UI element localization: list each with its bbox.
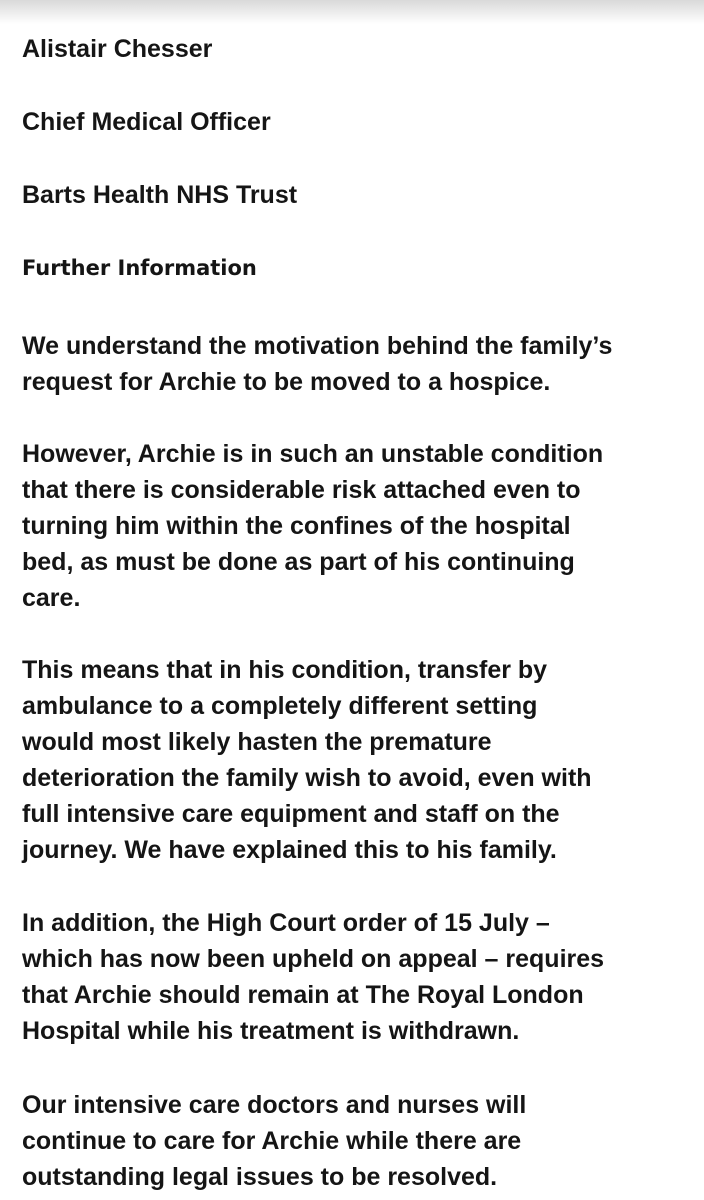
text-line: full intensive care equipment and staff on the	[22, 800, 560, 828]
text-line: continue to care for Archie while there are	[22, 1127, 522, 1155]
paragraph-3	[22, 652, 592, 868]
text-line: would most likely hasten the premature	[22, 728, 492, 756]
text-line: bed, as must be done as part of his continuing	[22, 548, 575, 576]
text-line: deterioration the family wish to avoid, even with	[22, 764, 592, 792]
paragraph-4	[22, 905, 604, 1049]
signatory-title: Chief Medical Officer	[22, 108, 271, 136]
text-line: which has now been upheld on appeal – requires	[22, 945, 605, 973]
text-line: Our intensive care doctors and nurses will	[22, 1091, 527, 1119]
paragraph-5	[22, 1087, 526, 1195]
paragraph-1	[22, 328, 612, 400]
text-line: In addition, the High Court order of 15 July –	[22, 909, 550, 937]
text-line: request for Archie to be moved to a hospice.	[22, 368, 551, 396]
text-line: that there is considerable risk attached even to	[22, 476, 581, 504]
top-edge-shadow	[0, 0, 704, 24]
paragraph-2	[22, 436, 603, 616]
text-line: Hospital while his treatment is withdrawn.	[22, 1017, 520, 1045]
text-line: We understand the motivation behind the family’s	[22, 332, 613, 360]
section-heading: Further Information	[22, 256, 257, 280]
text-line: care.	[22, 584, 81, 612]
signatory-name: Alistair Chesser	[22, 35, 213, 63]
text-line: outstanding legal issues to be resolved.	[22, 1163, 498, 1191]
text-line: that Archie should remain at The Royal London	[22, 981, 584, 1009]
text-line: ambulance to a completely different setting	[22, 692, 538, 720]
text-line: However, Archie is in such an unstable condition	[22, 440, 604, 468]
text-line: turning him within the confines of the hospital	[22, 512, 571, 540]
text-line: This means that in his condition, transfer by	[22, 656, 548, 684]
signatory-organisation: Barts Health NHS Trust	[22, 181, 298, 209]
text-line: journey. We have explained this to his family.	[22, 836, 557, 864]
